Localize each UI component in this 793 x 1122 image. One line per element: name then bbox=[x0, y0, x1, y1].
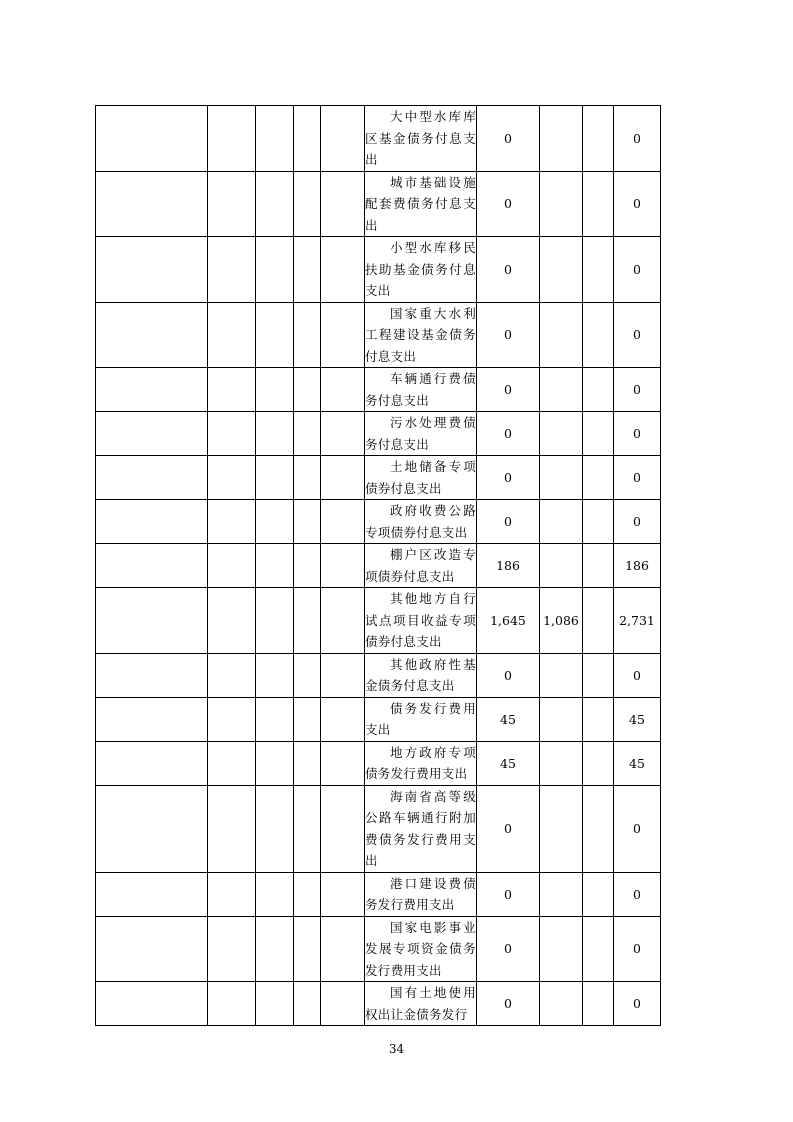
amount-cell-v1: 0 bbox=[477, 653, 540, 697]
empty-cell bbox=[96, 500, 208, 544]
total-cell: 0 bbox=[614, 872, 661, 916]
empty-cell bbox=[96, 302, 208, 368]
budget-table bbox=[95, 105, 661, 1026]
table-row bbox=[96, 785, 661, 872]
table-row bbox=[96, 872, 661, 916]
empty-cell bbox=[208, 697, 256, 741]
empty-cell bbox=[256, 697, 294, 741]
empty-cell bbox=[256, 741, 294, 785]
empty-cell bbox=[96, 588, 208, 654]
empty-cell bbox=[96, 412, 208, 456]
total-cell: 0 bbox=[614, 106, 661, 172]
item-name-cell: 城市基础设施配套费债务付息支出 bbox=[365, 171, 477, 237]
item-name-cell: 污水处理费债务付息支出 bbox=[365, 412, 477, 456]
empty-cell bbox=[256, 916, 294, 982]
table-row bbox=[96, 588, 661, 654]
amount-cell-v2 bbox=[540, 368, 583, 412]
total-cell: 0 bbox=[614, 237, 661, 303]
amount-cell-v1: 186 bbox=[477, 544, 540, 588]
total-cell: 0 bbox=[614, 653, 661, 697]
amount-cell-v2 bbox=[540, 412, 583, 456]
amount-cell-v2 bbox=[540, 544, 583, 588]
amount-cell-v2 bbox=[540, 237, 583, 303]
total-cell: 0 bbox=[614, 456, 661, 500]
item-name-cell: 土地储备专项债券付息支出 bbox=[365, 456, 477, 500]
item-name-cell: 国家电影事业发展专项资金债务发行费用支出 bbox=[365, 916, 477, 982]
amount-cell-v3 bbox=[583, 872, 614, 916]
empty-cell bbox=[321, 697, 365, 741]
empty-cell bbox=[96, 872, 208, 916]
table-row bbox=[96, 741, 661, 785]
total-cell: 186 bbox=[614, 544, 661, 588]
empty-cell bbox=[321, 588, 365, 654]
amount-cell-v1: 0 bbox=[477, 916, 540, 982]
item-name-cell: 国家重大水利工程建设基金债务付息支出 bbox=[365, 302, 477, 368]
total-cell: 45 bbox=[614, 741, 661, 785]
amount-cell-v3 bbox=[583, 982, 614, 1026]
empty-cell bbox=[208, 872, 256, 916]
empty-cell bbox=[256, 412, 294, 456]
item-name-cell: 其他地方自行试点项目收益专项债券付息支出 bbox=[365, 588, 477, 654]
amount-cell-v2: 1,086 bbox=[540, 588, 583, 654]
item-name-cell: 国有土地使用权出让金债务发行 bbox=[365, 982, 477, 1026]
table-row bbox=[96, 544, 661, 588]
item-name-cell: 棚户区改造专项债券付息支出 bbox=[365, 544, 477, 588]
amount-cell-v3 bbox=[583, 588, 614, 654]
empty-cell bbox=[321, 106, 365, 172]
amount-cell-v2 bbox=[540, 697, 583, 741]
amount-cell-v1: 0 bbox=[477, 872, 540, 916]
item-name-cell: 港口建设费债务发行费用支出 bbox=[365, 872, 477, 916]
amount-cell-v3 bbox=[583, 500, 614, 544]
empty-cell bbox=[96, 653, 208, 697]
item-name-cell: 大中型水库库区基金债务付息支出 bbox=[365, 106, 477, 172]
empty-cell bbox=[208, 237, 256, 303]
amount-cell-v3 bbox=[583, 741, 614, 785]
amount-cell-v2 bbox=[540, 456, 583, 500]
empty-cell bbox=[321, 500, 365, 544]
empty-cell bbox=[321, 368, 365, 412]
amount-cell-v2 bbox=[540, 872, 583, 916]
amount-cell-v1: 0 bbox=[477, 106, 540, 172]
total-cell: 2,731 bbox=[614, 588, 661, 654]
empty-cell bbox=[256, 106, 294, 172]
empty-cell bbox=[96, 741, 208, 785]
empty-cell bbox=[208, 456, 256, 500]
empty-cell bbox=[208, 412, 256, 456]
table-row bbox=[96, 106, 661, 172]
amount-cell-v2 bbox=[540, 171, 583, 237]
empty-cell bbox=[321, 916, 365, 982]
amount-cell-v3 bbox=[583, 916, 614, 982]
empty-cell bbox=[294, 916, 321, 982]
amount-cell-v2 bbox=[540, 741, 583, 785]
empty-cell bbox=[208, 106, 256, 172]
amount-cell-v1: 0 bbox=[477, 785, 540, 872]
amount-cell-v2 bbox=[540, 982, 583, 1026]
amount-cell-v3 bbox=[583, 653, 614, 697]
empty-cell bbox=[96, 106, 208, 172]
amount-cell-v1: 1,645 bbox=[477, 588, 540, 654]
amount-cell-v3 bbox=[583, 237, 614, 303]
empty-cell bbox=[256, 368, 294, 412]
page-number: 34 bbox=[388, 1042, 405, 1056]
empty-cell bbox=[294, 237, 321, 303]
table-row bbox=[96, 500, 661, 544]
total-cell: 0 bbox=[614, 982, 661, 1026]
table-row bbox=[96, 412, 661, 456]
empty-cell bbox=[256, 653, 294, 697]
item-name-cell: 海南省高等级公路车辆通行附加费债务发行费用支出 bbox=[365, 785, 477, 872]
item-name-cell: 政府收费公路专项债券付息支出 bbox=[365, 500, 477, 544]
empty-cell bbox=[294, 697, 321, 741]
amount-cell-v3 bbox=[583, 106, 614, 172]
total-cell: 45 bbox=[614, 697, 661, 741]
empty-cell bbox=[208, 368, 256, 412]
empty-cell bbox=[256, 785, 294, 872]
empty-cell bbox=[294, 302, 321, 368]
empty-cell bbox=[321, 653, 365, 697]
table-row bbox=[96, 916, 661, 982]
empty-cell bbox=[96, 916, 208, 982]
empty-cell bbox=[321, 171, 365, 237]
empty-cell bbox=[294, 500, 321, 544]
empty-cell bbox=[294, 544, 321, 588]
amount-cell-v1: 0 bbox=[477, 171, 540, 237]
empty-cell bbox=[256, 171, 294, 237]
empty-cell bbox=[256, 544, 294, 588]
empty-cell bbox=[208, 500, 256, 544]
empty-cell bbox=[96, 697, 208, 741]
amount-cell-v3 bbox=[583, 785, 614, 872]
empty-cell bbox=[208, 302, 256, 368]
empty-cell bbox=[256, 588, 294, 654]
table-row bbox=[96, 982, 661, 1026]
table-row bbox=[96, 368, 661, 412]
amount-cell-v1: 0 bbox=[477, 456, 540, 500]
empty-cell bbox=[96, 785, 208, 872]
amount-cell-v1: 45 bbox=[477, 697, 540, 741]
table-row bbox=[96, 456, 661, 500]
amount-cell-v3 bbox=[583, 171, 614, 237]
empty-cell bbox=[321, 785, 365, 872]
empty-cell bbox=[294, 872, 321, 916]
item-name-cell: 小型水库移民扶助基金债务付息支出 bbox=[365, 237, 477, 303]
empty-cell bbox=[208, 653, 256, 697]
total-cell: 0 bbox=[614, 500, 661, 544]
amount-cell-v3 bbox=[583, 456, 614, 500]
total-cell: 0 bbox=[614, 302, 661, 368]
amount-cell-v3 bbox=[583, 697, 614, 741]
amount-cell-v1: 0 bbox=[477, 237, 540, 303]
amount-cell-v3 bbox=[583, 544, 614, 588]
amount-cell-v2 bbox=[540, 653, 583, 697]
item-name-cell: 其他政府性基金债务付息支出 bbox=[365, 653, 477, 697]
empty-cell bbox=[321, 412, 365, 456]
empty-cell bbox=[256, 500, 294, 544]
amount-cell-v1: 0 bbox=[477, 982, 540, 1026]
empty-cell bbox=[294, 412, 321, 456]
empty-cell bbox=[294, 785, 321, 872]
empty-cell bbox=[256, 982, 294, 1026]
total-cell: 0 bbox=[614, 916, 661, 982]
empty-cell bbox=[294, 653, 321, 697]
amount-cell-v1: 0 bbox=[477, 412, 540, 456]
table-row bbox=[96, 171, 661, 237]
table-row bbox=[96, 697, 661, 741]
amount-cell-v2 bbox=[540, 785, 583, 872]
empty-cell bbox=[321, 872, 365, 916]
empty-cell bbox=[294, 171, 321, 237]
empty-cell bbox=[208, 916, 256, 982]
table-body bbox=[96, 106, 661, 1026]
amount-cell-v2 bbox=[540, 916, 583, 982]
empty-cell bbox=[96, 237, 208, 303]
table-row bbox=[96, 653, 661, 697]
empty-cell bbox=[321, 544, 365, 588]
amount-cell-v2 bbox=[540, 106, 583, 172]
empty-cell bbox=[294, 106, 321, 172]
empty-cell bbox=[321, 237, 365, 303]
empty-cell bbox=[208, 171, 256, 237]
amount-cell-v2 bbox=[540, 500, 583, 544]
empty-cell bbox=[256, 872, 294, 916]
empty-cell bbox=[294, 456, 321, 500]
empty-cell bbox=[321, 982, 365, 1026]
empty-cell bbox=[294, 982, 321, 1026]
amount-cell-v3 bbox=[583, 368, 614, 412]
total-cell: 0 bbox=[614, 171, 661, 237]
empty-cell bbox=[96, 456, 208, 500]
empty-cell bbox=[321, 741, 365, 785]
amount-cell-v1: 45 bbox=[477, 741, 540, 785]
total-cell: 0 bbox=[614, 785, 661, 872]
total-cell: 0 bbox=[614, 368, 661, 412]
empty-cell bbox=[294, 741, 321, 785]
amount-cell-v2 bbox=[540, 302, 583, 368]
item-name-cell: 债务发行费用支出 bbox=[365, 697, 477, 741]
amount-cell-v3 bbox=[583, 302, 614, 368]
item-name-cell: 车辆通行费债务付息支出 bbox=[365, 368, 477, 412]
empty-cell bbox=[208, 741, 256, 785]
amount-cell-v1: 0 bbox=[477, 302, 540, 368]
empty-cell bbox=[256, 302, 294, 368]
empty-cell bbox=[321, 302, 365, 368]
empty-cell bbox=[96, 544, 208, 588]
total-cell: 0 bbox=[614, 412, 661, 456]
empty-cell bbox=[96, 171, 208, 237]
empty-cell bbox=[96, 982, 208, 1026]
empty-cell bbox=[294, 368, 321, 412]
item-name-cell: 地方政府专项债务发行费用支出 bbox=[365, 741, 477, 785]
empty-cell bbox=[321, 456, 365, 500]
table-row bbox=[96, 237, 661, 303]
empty-cell bbox=[208, 785, 256, 872]
empty-cell bbox=[294, 588, 321, 654]
empty-cell bbox=[208, 588, 256, 654]
amount-cell-v1: 0 bbox=[477, 368, 540, 412]
empty-cell bbox=[256, 237, 294, 303]
empty-cell bbox=[256, 456, 294, 500]
empty-cell bbox=[208, 544, 256, 588]
table-row bbox=[96, 302, 661, 368]
amount-cell-v3 bbox=[583, 412, 614, 456]
empty-cell bbox=[208, 982, 256, 1026]
amount-cell-v1: 0 bbox=[477, 500, 540, 544]
empty-cell bbox=[96, 368, 208, 412]
